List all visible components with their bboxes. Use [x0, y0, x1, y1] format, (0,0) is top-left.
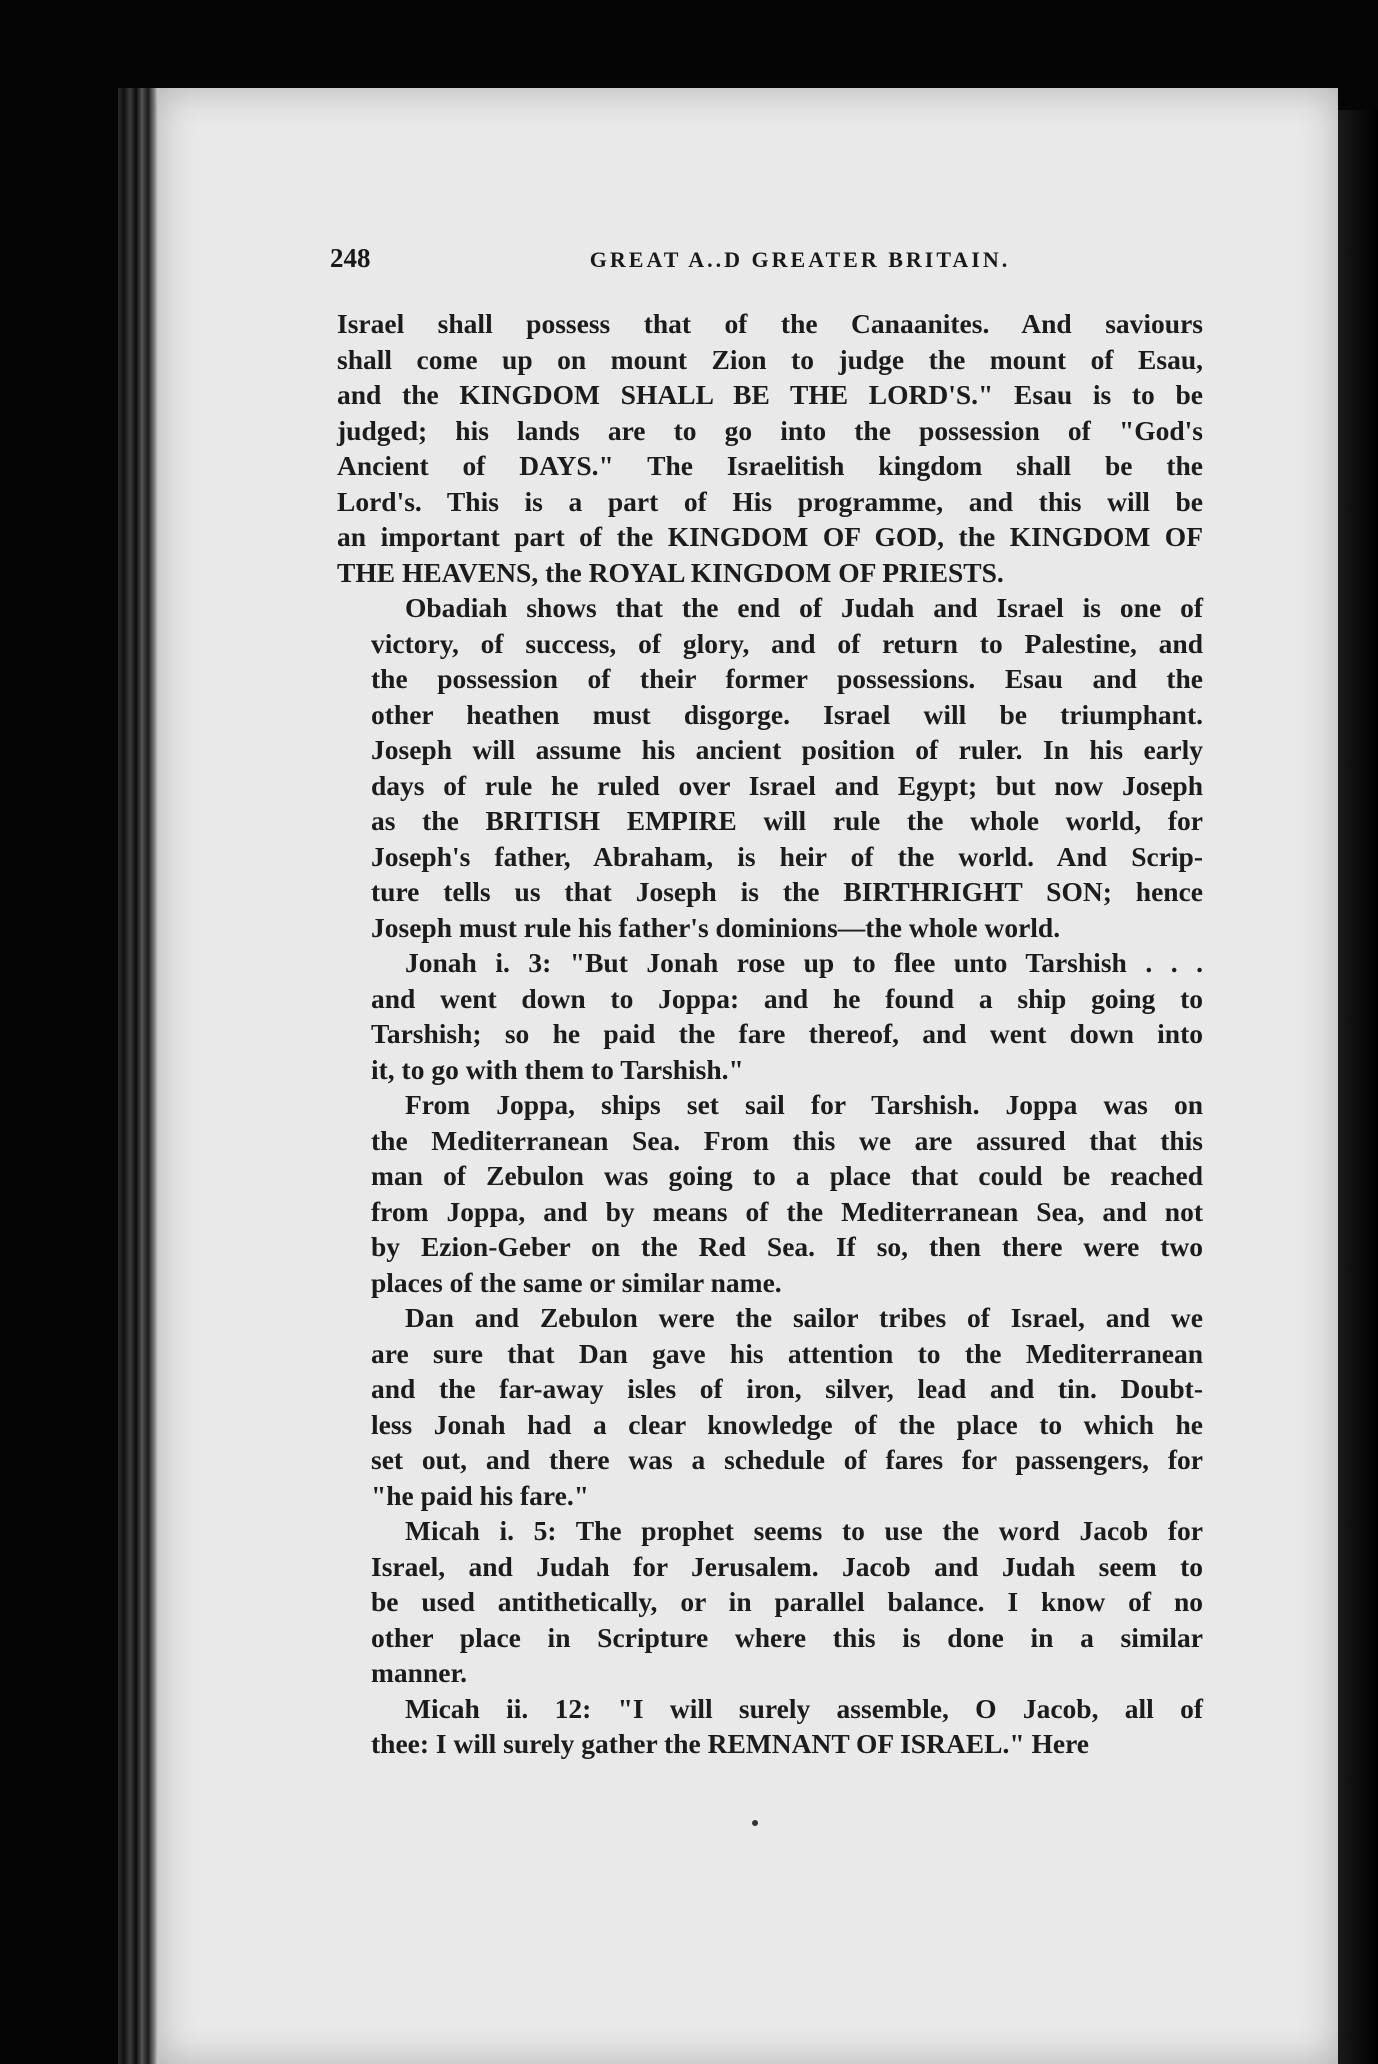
paragraph	[337, 590, 1203, 945]
text-line: victory, of success, of glory, and of return to Palestine, and	[371, 627, 1203, 659]
text-line: and went down to Joppa: and he found a ship going to	[371, 982, 1203, 1014]
paragraph	[337, 306, 1203, 590]
paragraph	[337, 1691, 1203, 1762]
ink-speck	[752, 1820, 758, 1826]
text-line: Joseph will assume his ancient position of ruler. In his early	[371, 734, 1203, 765]
paragraph	[337, 1300, 1203, 1513]
text-line: thee: I will surely gather the REMNANT OF ISRAEL." Here	[371, 1728, 1090, 1759]
text-line: set out, and there was a schedule of fares for passengers, for	[371, 1444, 1203, 1475]
text-line: Joseph's father, Abraham, is heir of the world. And Scrip-	[371, 840, 1203, 872]
text-line: places of the same or similar name.	[371, 1266, 782, 1298]
text-line: other heathen must disgorge. Israel will be triumphant.	[371, 698, 1203, 730]
text-line: man of Zebulon was going to a place that could be reached	[371, 1160, 1203, 1191]
paragraph	[337, 1513, 1203, 1691]
text-line: "he paid his fare."	[371, 1479, 589, 1511]
page-header	[330, 243, 1210, 283]
text-line: manner.	[371, 1657, 468, 1688]
text-line: days of rule he ruled over Israel and Egypt; but now Joseph	[371, 769, 1203, 801]
body-text	[337, 306, 1203, 1762]
text-line: the Mediterranean Sea. From this we are assured that this	[371, 1124, 1203, 1156]
text-line: Micah ii. 12: "I will surely assemble, O Jacob, all of	[405, 1692, 1203, 1724]
text-line: Micah i. 5: The prophet seems to use the word Jacob for	[405, 1515, 1203, 1546]
text-line: by Ezion-Geber on the Red Sea. If so, then there were two	[371, 1231, 1203, 1262]
paragraph	[337, 1087, 1203, 1300]
text-line: THE HEAVENS, the ROYAL KINGDOM OF PRIESTS.	[337, 556, 1004, 588]
text-line: Jonah i. 3: "But Jonah rose up to flee unto Tarshish . . .	[405, 947, 1203, 978]
text-line: an important part of the KINGDOM OF GOD, the KINGDOM OF	[337, 521, 1203, 552]
paragraph	[337, 945, 1203, 1087]
text-line: Tarshish; so he paid the fare thereof, and went down into	[371, 1018, 1203, 1049]
text-line: it, to go with them to Tarshish."	[371, 1053, 744, 1085]
book-binding-edge	[118, 88, 158, 2064]
text-line: shall come up on mount Zion to judge the mount of Esau,	[337, 343, 1203, 375]
text-line: less Jonah had a clear knowledge of the place to which he	[371, 1408, 1203, 1440]
text-line: Israel shall possess that of the Canaanites. And saviours	[337, 308, 1203, 339]
text-line: Lord's. This is a part of His programme, and this will be	[337, 485, 1203, 517]
page-number: 248	[330, 243, 371, 273]
text-line: Israel, and Judah for Jerusalem. Jacob and Judah seem to	[371, 1550, 1203, 1582]
text-line: Obadiah shows that the end of Judah and Israel is one of	[405, 592, 1203, 623]
page-right-shadow	[1338, 110, 1378, 2064]
text-line: ture tells us that Joseph is the BIRTHRIGHT SON; hence	[371, 876, 1203, 907]
running-title: GREAT A..D GREATER BRITAIN.	[589, 247, 1011, 272]
text-line: as the BRITISH EMPIRE will rule the whole world, for	[371, 805, 1203, 836]
text-line: other place in Scripture where this is done in a similar	[371, 1621, 1203, 1653]
text-line: the possession of their former possessions. Esau and the	[371, 663, 1203, 694]
text-line: and the far-away isles of iron, silver, lead and tin. Doubt-	[371, 1373, 1203, 1404]
text-line: and the KINGDOM SHALL BE THE LORD'S." Esau is to be	[337, 379, 1203, 410]
text-line: judged; his lands are to go into the possession of "God's	[337, 414, 1203, 446]
text-line: be used antithetically, or in parallel balance. I know of no	[371, 1586, 1203, 1617]
text-line: from Joppa, and by means of the Mediterranean Sea, and not	[371, 1195, 1203, 1227]
text-line: are sure that Dan gave his attention to the Mediterranean	[371, 1337, 1203, 1369]
text-line: From Joppa, ships set sail for Tarshish. Joppa was on	[405, 1089, 1203, 1120]
text-line: Ancient of DAYS." The Israelitish kingdom shall be the	[337, 450, 1203, 481]
text-line: Joseph must rule his father's dominions—the whole world.	[371, 911, 1061, 943]
text-line: Dan and Zebulon were the sailor tribes of Israel, and we	[405, 1302, 1203, 1333]
